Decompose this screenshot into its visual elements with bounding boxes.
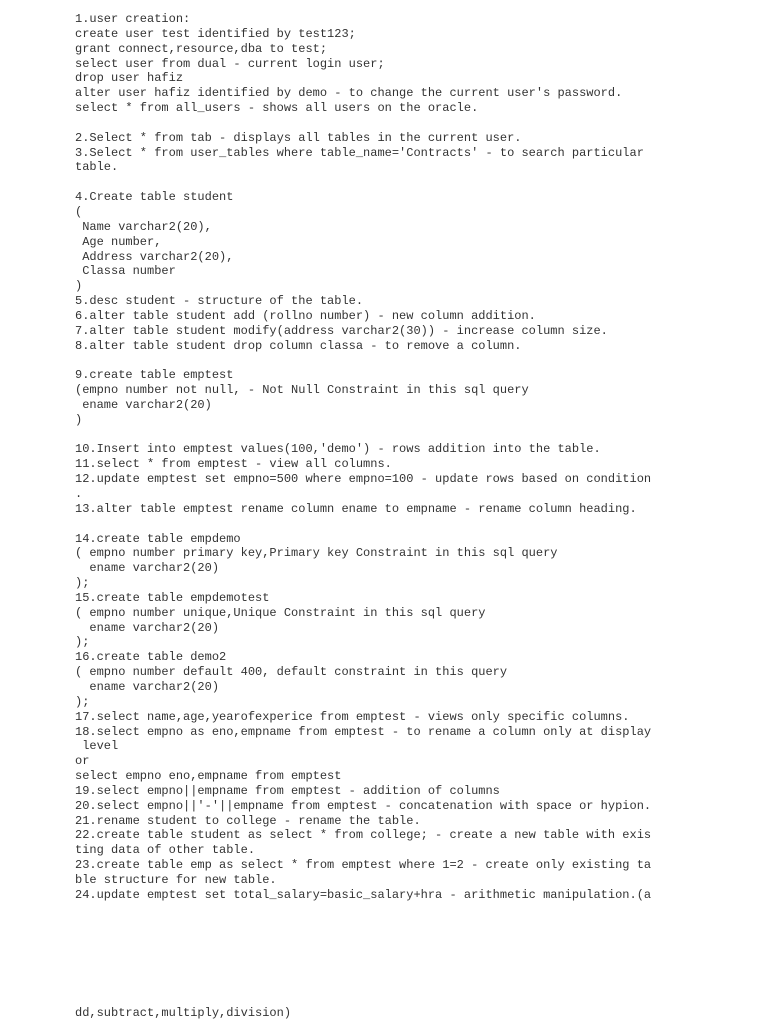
document-line: 2.Select * from tab - displays all tables in the current user. — [75, 130, 522, 145]
document-line: table. — [75, 160, 119, 175]
document-line: 1.user creation: — [75, 12, 191, 26]
document-line: ); — [75, 694, 90, 709]
document-line: Address varchar2(20), — [75, 249, 234, 264]
document-line: 6.alter table student add (rollno number) - new column addition. — [75, 308, 536, 323]
document-line: ( empno number default 400, default constraint in this query — [75, 665, 508, 680]
document-line: (empno number not null, - Not Null Constraint in this sql query — [75, 383, 529, 398]
document-line: 10.Insert into emptest values(100,'demo') - rows addition into the table. — [75, 442, 601, 457]
document-line: 7.alter table student modify(address varchar2(30)) - increase column size. — [75, 323, 608, 338]
document-line: 4.Create table student — [75, 190, 234, 205]
document-line: 13.alter table emptest rename column ename to empname - rename column heading. — [75, 501, 637, 516]
document-line: 16.create table demo2 — [75, 650, 227, 665]
document-line: 11.select * from emptest - view all columns. — [75, 457, 392, 472]
document-line: Name varchar2(20), — [75, 219, 212, 234]
document-line: ( empno number unique,Unique Constraint in this sql query — [75, 605, 486, 620]
document-line — [75, 116, 755, 131]
document-line: 20.select empno||'-'||empname from emptest - concatenation with space or hypion. — [75, 798, 652, 813]
document-line: 9.create table emptest — [75, 368, 234, 383]
document-line — [75, 175, 755, 190]
document-line — [75, 517, 755, 532]
document-line: select empno eno,empname from emptest — [75, 769, 342, 784]
document-line: 19.select empno||empname from emptest - addition of columns — [75, 783, 500, 798]
document-line — [75, 428, 755, 443]
document-line: 12.update emptest set empno=500 where empno=100 - update rows based on condition — [75, 472, 652, 487]
document-line: level — [75, 739, 119, 754]
document-line: 15.create table empdemotest — [75, 590, 270, 605]
document-line: ) — [75, 279, 83, 294]
document-line: ting data of other table. — [75, 843, 256, 858]
document-line: select user from dual - current login user; — [75, 56, 385, 71]
document-line: 5.desc student - structure of the table. — [75, 294, 364, 309]
document-footer-line: dd,subtract,multiply,division) — [75, 1006, 292, 1020]
document-line: or — [75, 754, 90, 769]
document-line: ename varchar2(20) — [75, 679, 220, 694]
document-line: 23.create table emp as select * from emptest where 1=2 - create only existing ta — [75, 858, 652, 873]
document-line: create user test identified by test123; — [75, 26, 356, 41]
document-line: ); — [75, 635, 90, 650]
document-line: ename varchar2(20) — [75, 620, 220, 635]
document-body — [75, 12, 755, 903]
document-line: ename varchar2(20) — [75, 561, 220, 576]
document-line: Classa number — [75, 264, 176, 279]
document-line: select * from all_users - shows all users on the oracle. — [75, 101, 479, 116]
document-line: ( empno number primary key,Primary key Constraint in this sql query — [75, 546, 558, 561]
document-line: 14.create table empdemo — [75, 531, 241, 546]
document-line: . — [75, 487, 83, 501]
document-line: ble structure for new table. — [75, 872, 277, 887]
document-line: alter user hafiz identified by demo - to change the current user's password. — [75, 86, 623, 101]
document-line: 8.alter table student drop column classa - to remove a column. — [75, 338, 522, 353]
document-line — [75, 353, 755, 368]
document-line: 17.select name,age,yearofexperice from emptest - views only specific columns. — [75, 709, 630, 724]
document-line: ); — [75, 576, 90, 591]
document-line: 22.create table student as select * from college; - create a new table with exis — [75, 828, 652, 843]
document-line: drop user hafiz — [75, 71, 184, 86]
document-line: 21.rename student to college - rename the table. — [75, 813, 421, 828]
document-line: 3.Select * from user_tables where table_name='Contracts' - to search particular — [75, 145, 644, 160]
document-line: ) — [75, 412, 83, 427]
document-line: ename varchar2(20) — [75, 397, 212, 412]
document-line: grant connect,resource,dba to test; — [75, 41, 328, 56]
document-line: 24.update emptest set total_salary=basic_salary+hra - arithmetic manipulation.(a — [75, 887, 652, 902]
document-line: 18.select empno as eno,empname from emptest - to rename a column only at display — [75, 724, 652, 739]
document-line: ( — [75, 204, 83, 219]
document-line: Age number, — [75, 234, 162, 249]
